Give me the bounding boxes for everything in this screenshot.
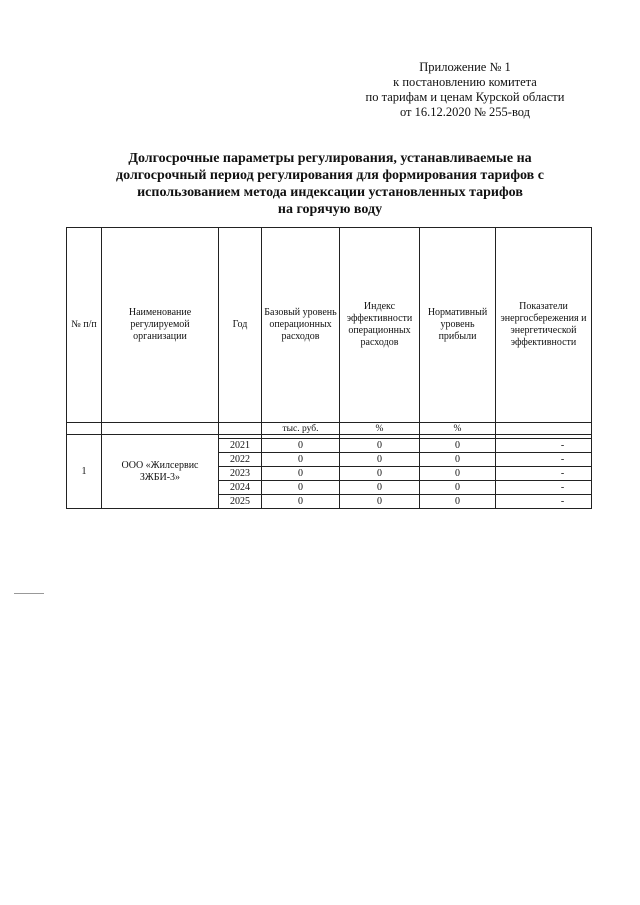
header-year: Год (219, 228, 262, 423)
cell-profit: 0 (420, 481, 496, 495)
cell-base: 0 (262, 481, 340, 495)
header-profit: Нормативный уровень прибыли (420, 228, 496, 423)
cell-profit: 0 (420, 467, 496, 481)
cell-base: 0 (262, 439, 340, 453)
appendix-block (340, 60, 590, 120)
cell-energy: - (496, 453, 592, 467)
cell-index: 0 (340, 453, 420, 467)
cell-year: 2025 (219, 495, 262, 509)
unit-index: % (340, 423, 420, 435)
header-index: Индекс эффективности операционных расходов (340, 228, 420, 423)
unit-base: тыс. руб. (262, 423, 340, 435)
cell-year: 2023 (219, 467, 262, 481)
title-line-1: Долгосрочные параметры регулирования, устанавливаемые на (128, 151, 532, 166)
appendix-line-1: Приложение № 1 (419, 60, 511, 74)
cell-base: 0 (262, 453, 340, 467)
cell-year: 2021 (219, 439, 262, 453)
header-org: Наименование регулируемой организации (102, 228, 219, 423)
cell-profit: 0 (420, 453, 496, 467)
cell-year: 2024 (219, 481, 262, 495)
cell-year: 2022 (219, 453, 262, 467)
title-line-3: использованием метода индексации установленных тарифов (137, 185, 523, 200)
cell-profit: 0 (420, 439, 496, 453)
header-base: Базовый уровень операционных расходов (262, 228, 340, 423)
cell-profit: 0 (420, 495, 496, 509)
unit-profit: % (420, 423, 496, 435)
cell-index: 0 (340, 495, 420, 509)
scan-mark (14, 593, 44, 594)
cell-energy: - (496, 495, 592, 509)
table-units-row (67, 423, 592, 435)
appendix-line-3: по тарифам и ценам Курской области (365, 90, 565, 104)
cell-base: 0 (262, 467, 340, 481)
cell-energy: - (496, 481, 592, 495)
title-line-4: на горячую воду (277, 202, 383, 217)
document-title (95, 150, 565, 218)
header-num: № п/п (67, 228, 102, 423)
cell-base: 0 (262, 495, 340, 509)
appendix-line-2: к постановлению комитета (393, 75, 537, 89)
cell-energy: - (496, 467, 592, 481)
row-org: ООО «Жилсервис ЗЖБИ-3» (102, 435, 219, 509)
header-energy: Показатели энергосбережения и энергетической эффективности (496, 228, 592, 423)
table-header-row (67, 228, 592, 423)
row-num: 1 (67, 435, 102, 509)
cell-index: 0 (340, 439, 420, 453)
cell-energy: - (496, 439, 592, 453)
unit-energy (496, 423, 592, 435)
title-line-2: долгосрочный период регулирования для формирования тарифов с (116, 168, 544, 183)
cell-index: 0 (340, 467, 420, 481)
parameters-table (66, 227, 592, 509)
cell-index: 0 (340, 481, 420, 495)
appendix-line-4: от 16.12.2020 № 255-вод (399, 105, 531, 119)
